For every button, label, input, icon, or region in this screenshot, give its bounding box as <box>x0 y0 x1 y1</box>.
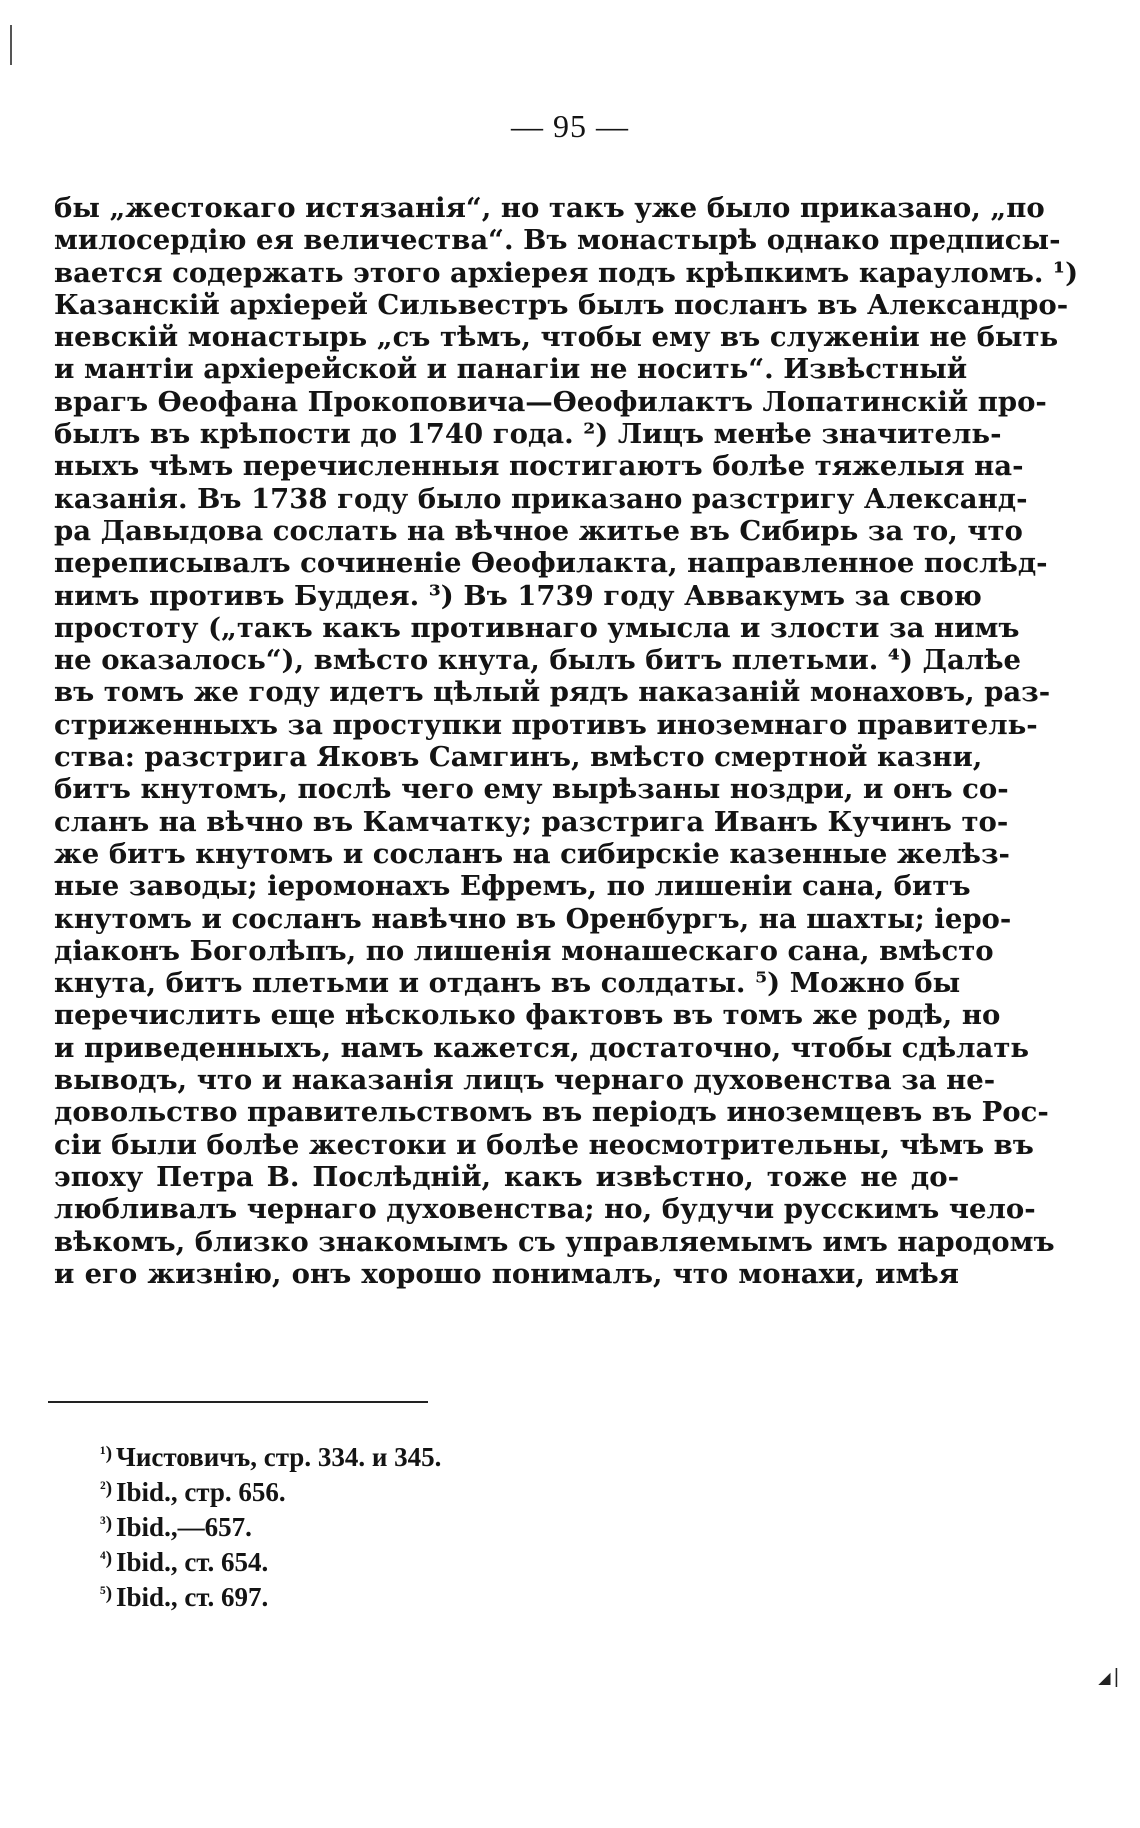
text-line: выводъ, что и наказанія лицъ чернаго духовенства за не- <box>54 1064 996 1097</box>
footnote-mark: ²) <box>100 1478 113 1499</box>
text-line: вается содержать этого архіерея подъ крѣпкимъ карауломъ. ¹) <box>54 256 1079 289</box>
text-line: въ томъ же году идетъ цѣлый рядъ наказаній монаховъ, раз- <box>54 676 1051 709</box>
footnote-mark: ³) <box>100 1513 113 1534</box>
text-line: простоту („такъ какъ противнаго умысла и злости за нимъ <box>54 611 1020 644</box>
text-line: ства: разстрига Яковъ Самгинъ, вмѣсто смертной казни, <box>54 741 983 774</box>
main-text-block <box>54 192 1079 1290</box>
text-line: невскій монастырь „съ тѣмъ, чтобы ему въ служеніи не быть <box>54 321 1059 354</box>
footnote-text: Ibid.,—657. <box>116 1512 252 1542</box>
text-line: эпоху Петра В. Послѣдній, какъ извѣстно, тоже не до- <box>54 1160 959 1193</box>
footnote-mark: ⁴) <box>100 1548 113 1569</box>
scan-edge-mark <box>10 25 12 65</box>
text-line: ра Давыдова сослать на вѣчное житье въ Сибирь за то, что <box>54 514 1023 547</box>
footnote-text: Ibid., стр. 656. <box>116 1477 286 1507</box>
text-line: діаконъ Боголѣпъ, по лишенія монашескаго сана, вмѣсто <box>54 934 994 967</box>
corner-scan-mark: ◢ ▏ <box>1098 1668 1128 1687</box>
text-line: любливалъ чернаго духовенства; но, будучи русскимъ чело- <box>54 1193 1036 1226</box>
text-line: довольство правительствомъ въ періодъ иноземцевъ въ Рос- <box>54 1096 1049 1129</box>
text-line: и мантіи архіерейской и панагіи не носить“. Извѣстный <box>54 353 968 386</box>
text-line: стриженныхъ за проступки противъ иноземнаго правитель- <box>54 708 1038 741</box>
footnote-mark: ⁵) <box>100 1583 113 1604</box>
page-number: — 95 — <box>511 108 629 144</box>
text-line: врагъ Ѳеофана Прокоповича—Ѳеофилактъ Лопатинскій про- <box>54 385 1047 418</box>
text-line: нимъ противъ Буддея. ³) Въ 1739 году Аввакумъ за свою <box>54 579 982 612</box>
footnote-text: Чистовичъ, стр. 334. и 345. <box>116 1442 442 1472</box>
footnote-mark: ¹) <box>100 1443 113 1464</box>
text-line: сіи были болѣе жестоки и болѣе неосмотрительны, чѣмъ въ <box>54 1128 1034 1161</box>
footnote-item <box>100 1508 441 1543</box>
footnote-item <box>100 1438 441 1473</box>
text-line: кнутомъ и сосланъ навѣчно въ Оренбургъ, на шахты; іеро- <box>54 902 1012 935</box>
text-line: кнута, битъ плетьми и отданъ въ солдаты. ⁵) Можно бы <box>54 967 961 1000</box>
text-line: переписывалъ сочиненіе Ѳеофилакта, направленное послѣд- <box>54 547 1048 580</box>
footnote-item <box>100 1473 441 1508</box>
text-line: перечислить еще нѣсколько фактовъ въ томъ же родѣ, но <box>54 999 1001 1032</box>
text-line: Казанскій архіерей Сильвестръ былъ посланъ въ Александро- <box>54 288 1069 321</box>
text-line: милосердію ея величества“. Въ монастырѣ однако предписы- <box>54 224 1061 257</box>
footnote-separator <box>48 1401 428 1403</box>
text-line: бы „жестокаго истязанія“, но такъ уже было приказано, „по <box>54 192 1045 224</box>
text-line: вѣкомъ, близко знакомымъ съ управляемымъ имъ народомъ <box>54 1225 1055 1258</box>
text-line: сланъ на вѣчно въ Камчатку; разстрига Иванъ Кучинъ то- <box>54 805 1009 838</box>
footnotes-list <box>100 1438 441 1613</box>
text-line: ные заводы; іеромонахъ Ефремъ, по лишеніи сана, битъ <box>54 870 971 903</box>
text-line: же битъ кнутомъ и сосланъ на сибирскіе казенные желѣз- <box>54 837 1010 870</box>
text-line: казанія. Въ 1738 году было приказано разстригу Александ- <box>54 482 1028 515</box>
text-line: ныхъ чѣмъ перечисленныя постигаютъ болѣе тяжелыя на- <box>54 450 1024 483</box>
footnote-text: Ibid., ст. 697. <box>116 1582 269 1612</box>
footnote-item <box>100 1578 441 1613</box>
text-line: былъ въ крѣпости до 1740 года. ²) Лицъ менѣе значитель- <box>54 418 1002 451</box>
text-line: не оказалось“), вмѣсто кнута, былъ битъ плетьми. ⁴) Далѣе <box>54 644 1022 677</box>
text-line: и приведенныхъ, намъ кажется, достаточно, чтобы сдѣлать <box>54 1031 1030 1064</box>
text-line: и его жизнію, онъ хорошо понималъ, что монахи, имѣя <box>54 1257 959 1290</box>
text-line: битъ кнутомъ, послѣ чего ему вырѣзаны ноздри, и онъ со- <box>54 773 1009 806</box>
footnote-item <box>100 1543 441 1578</box>
footnote-text: Ibid., ст. 654. <box>116 1547 269 1577</box>
